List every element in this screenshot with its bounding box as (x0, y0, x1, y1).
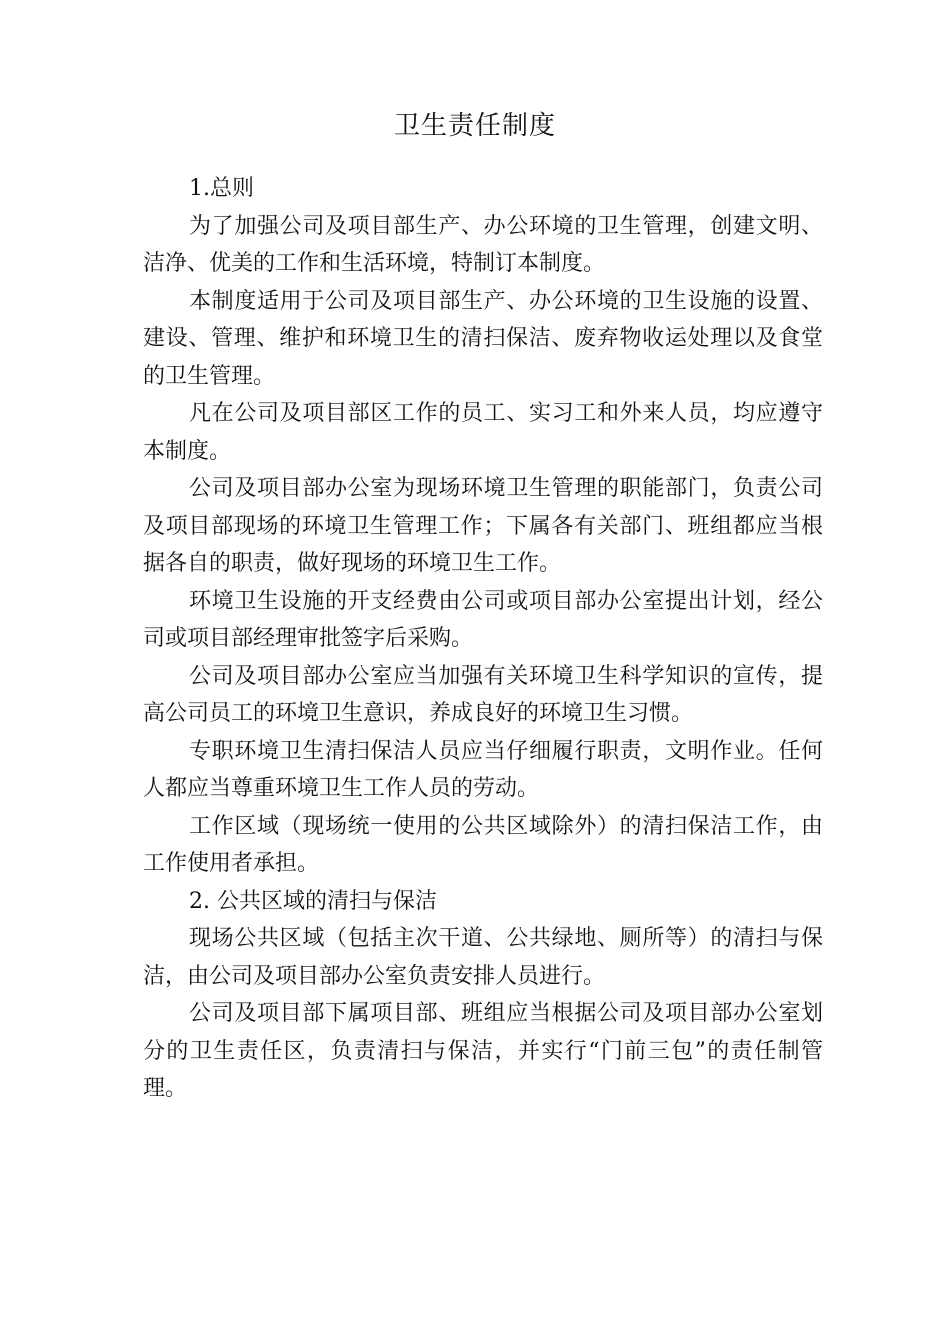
paragraph-work-area: 工作区域（现场统一使用的公共区域除外）的清扫保洁工作，由工作使用者承担。 (143, 813, 823, 876)
paragraph-scope: 本制度适用于公司及项目部生产、办公环境的卫生设施的设置、建设、管理、维护和环境卫生的清扫保洁、废弃物收运处理以及食堂的卫生管理。 (143, 288, 823, 389)
paragraph-cleaning-staff: 专职环境卫生清扫保洁人员应当仔细履行职责，文明作业。任何人都应当尊重环境卫生工作人员的劳动。 (143, 738, 823, 801)
paragraph-responsible-department: 公司及项目部办公室为现场环境卫生管理的职能部门，负责公司及项目部现场的环境卫生管理工作；下属各有关部门、班组都应当根据各自的职责，做好现场的环境卫生工作。 (143, 476, 823, 576)
paragraph-funding: 环境卫生设施的开支经费由公司或项目部办公室提出计划，经公司或项目部经理审批签字后采购。 (143, 588, 823, 651)
paragraph-responsibility-zones: 公司及项目部下属项目部、班组应当根据公司及项目部办公室划分的卫生责任区，负责清扫与保洁，并实行“门前三包”的责任制管理。 (143, 1001, 823, 1101)
paragraph-education: 公司及项目部办公室应当加强有关环境卫生科学知识的宣传，提高公司员工的环境卫生意识，养成良好的环境卫生习惯。 (143, 663, 823, 726)
paragraph-purpose: 为了加强公司及项目部生产、办公环境的卫生管理，创建文明、洁净、优美的工作和生活环境，特制订本制度。 (143, 213, 823, 276)
paragraph-public-area-cleaning: 现场公共区域（包括主次干道、公共绿地、厕所等）的清扫与保洁，由公司及项目部办公室负责安排人员进行。 (143, 926, 823, 989)
section-heading-general: 1.总则 (189, 176, 254, 201)
page-title: 卫生责任制度 (393, 111, 556, 141)
document-body (143, 170, 823, 1108)
paragraph-applicability: 凡在公司及项目部区工作的员工、实习工和外来人员，均应遵守本制度。 (143, 401, 823, 464)
section-heading-public-areas: 2. 公共区域的清扫与保洁 (189, 888, 437, 914)
